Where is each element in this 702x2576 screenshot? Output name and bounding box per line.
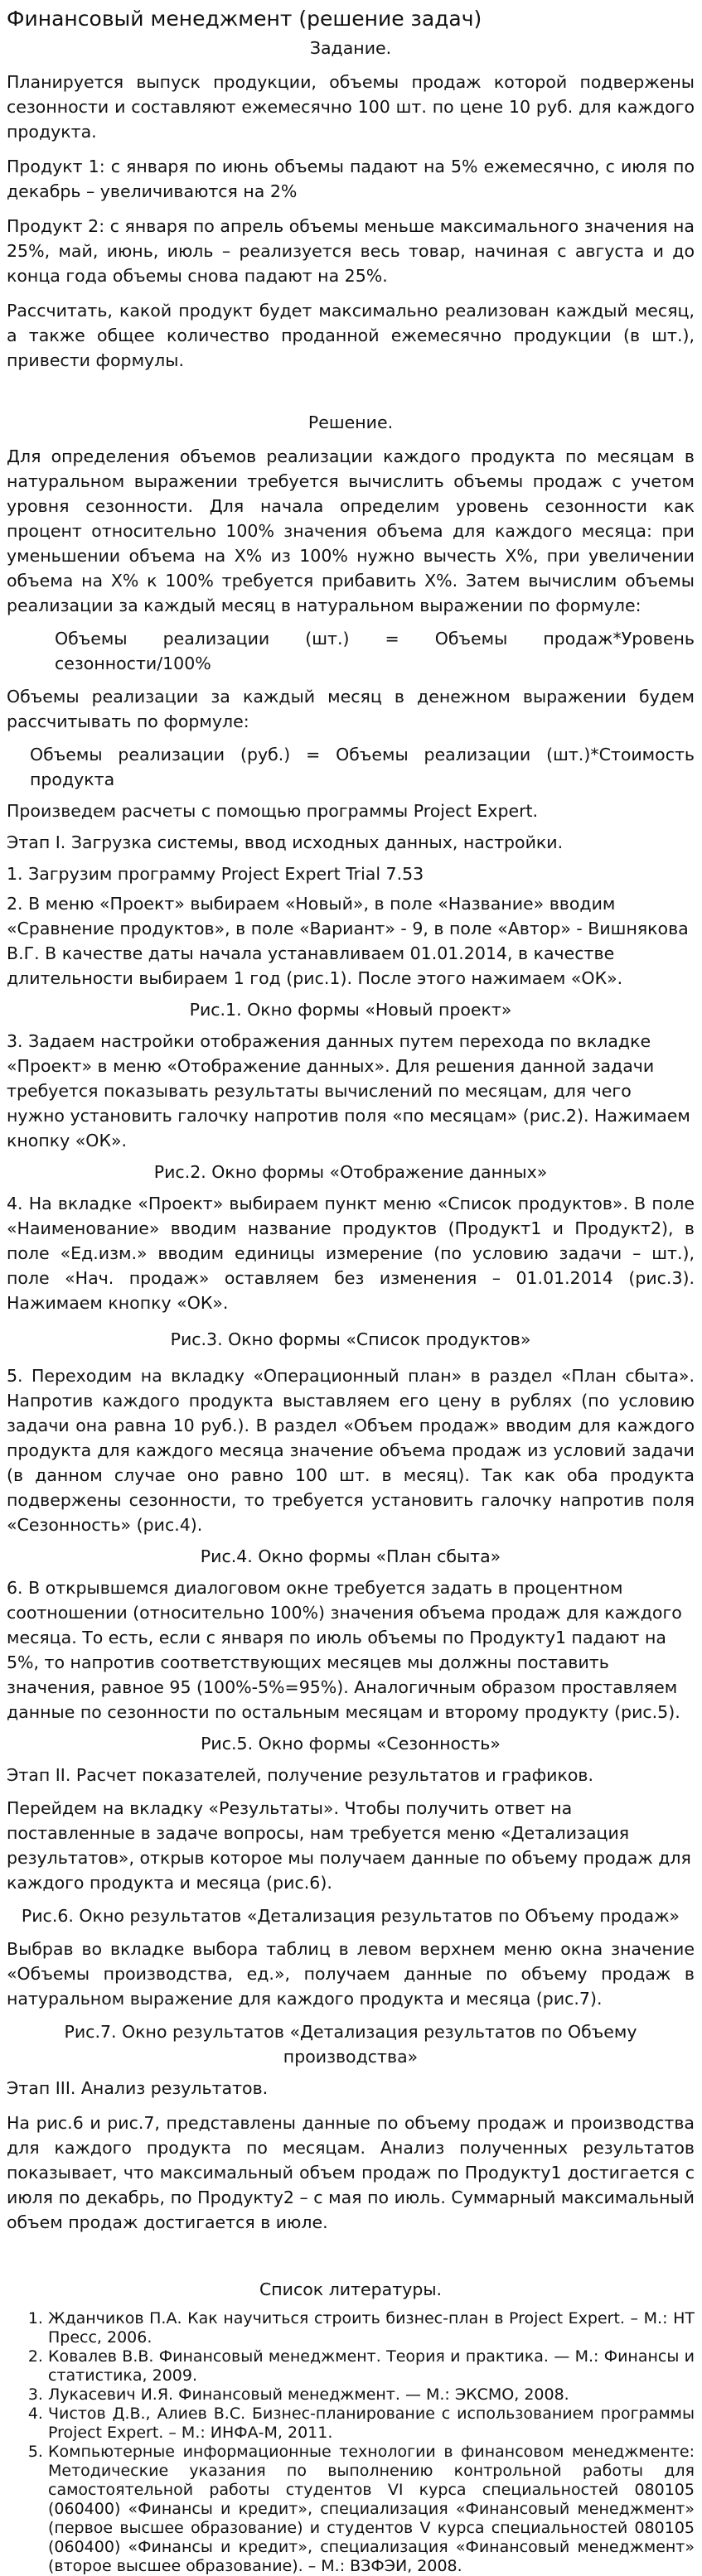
task-paragraph-1: Планируется выпуск продукции, объемы продаж которой подвержены сезонности и составляют ежемесячно 100 шт. по цене 10 руб. для каждого продукта. (7, 72, 695, 142)
reference-item: 5. Компьютерные информационные технологии в финансовом менеджменте: Методические указания по выполнению контрольной работы для самостоятельной работы студентов VI курса специальностей 080105 (060400) «Финансы и кредит», специализация «Финансовый менеджмент» (первое высшее образование) и студентов V курса специальностей 080105 (060400) «Финансы и кредит», специализация «Финансовый менеджмент» (второе высшее образование). – М.: ВЗФЭИ, 2008. (48, 2443, 695, 2576)
figure-caption-2: Рис.2. Окно формы «Отображение данных» (153, 1162, 548, 1182)
page-title: Финансовый менеджмент (решение задач) (7, 7, 482, 31)
stage-3-heading: Этап III. Анализ результатов. (7, 2078, 269, 2098)
stage-1-heading: Этап I. Загрузка системы, ввод исходных данных, настройки. (7, 832, 564, 852)
stage-2-heading: Этап II. Расчет показателей, получение результатов и графиков. (7, 1765, 593, 1785)
step-2: 2. В меню «Проект» выбираем «Новый», в поле «Название» вводим «Сравнение продуктов», в поле «Вариант» - 9, в поле «Автор» - Вишнякова В.Г. В качестве даты начала устанавливаем 01.01.2014, в качестве длительности выбираем 1 год (рис.1). После этого нажимаем «ОК». (7, 894, 689, 988)
solution-paragraph-5: Выбрав во вкладке выбора таблиц в левом верхнем меню окна значение «Объемы производства, ед.», получаем данные по объему продаж в натуральном выражение для каждого продукта и месяца (рис.7). (7, 1939, 695, 2009)
task-paragraph-2: Продукт 1: с января по июнь объемы падают на 5% ежемесячно, с июля по декабрь – увеличиваются на 2% (7, 157, 695, 201)
reference-item: 4. Чистов Д.В., Алиев В.С. Бизнес-планирование с использованием программы Project Expert. – М.: ИНФА-М, 2011. (48, 2405, 695, 2443)
solution-paragraph-1: Для определения объемов реализации каждого продукта по месяцам в натуральном выражении требуется вычислить объемы продаж с учетом уровня сезонности. Для начала определим уровень сезонности как процент относительно 100% значения объема для каждого месяца: при уменьшении объема на Х% из 100% нужно вычесть Х%, при увеличении объема на Х% к 100% требуется прибавить Х%. Затем вычислим объемы реализации за каждый месяц в натуральном выражении по формуле: (7, 446, 695, 615)
figure-caption-3: Рис.3. Окно формы «Список продуктов» (170, 1329, 531, 1349)
task-paragraph-3: Продукт 2: с января по апрель объемы меньше максимального значения на 25%, май, июнь, июль – реализуется весь товар, начиная с августа и до конца года объемы снова падают на 25%. (7, 216, 695, 286)
references-heading: Список литературы. (259, 2279, 443, 2299)
formula-money: Объемы реализации (руб.) = Объемы реализации (шт.)*Стоимость продукта (30, 745, 695, 789)
figure-caption-5: Рис.5. Окно формы «Сезонность» (201, 1734, 501, 1754)
reference-item: 1. Жданчиков П.А. Как научиться строить бизнес-план в Project Expert. – М.: НТ Пресс, 2006. (48, 2309, 695, 2347)
figure-caption-6: Рис.6. Окно результатов «Детализация результатов по Объему продаж» (21, 1906, 680, 1926)
reference-item: 2. Ковалев В.В. Финансовый менеджмент. Теория и практика. — М.: Финансы и статистика, 2009. (48, 2347, 695, 2385)
step-5: 5. Переходим на вкладку «Операционный план» в раздел «План сбыта». Напротив каждого продукта выставляем его цену в рублях (по условию задачи она равна 10 руб.). В раздел «Объем продаж» вводим для каждого продукта для каждого месяца значение объема продаж из условий задачи (в данном случае оно равно 100 шт. в месяц). Так как оба продукта подвержены сезонности, то требуется установить галочку напротив поля «Сезонность» (рис.4). (7, 1366, 695, 1535)
figure-caption-7: Рис.7. Окно результатов «Детализация результатов по Объему производства» (64, 2022, 637, 2067)
references-section (7, 2278, 695, 2576)
formula-quantity: Объемы реализации (шт.) = Объемы продаж*Уровень сезонности/100% (55, 629, 695, 673)
reference-item: 3. Лукасевич И.Я. Финансовый менеджмент. — М.: ЭКСМО, 2008. (48, 2385, 695, 2405)
task-section (7, 36, 695, 373)
step-1: 1. Загрузим программу Project Expert Trial 7.53 (7, 864, 424, 884)
solution-paragraph-2: Объемы реализации за каждый месяц в денежном выражении будем рассчитывать по формуле: (7, 687, 695, 731)
solution-paragraph-6: На рис.6 и рис.7, представлены данные по объему продаж и производства для каждого продукта по месяцам. Анализ полученных результатов показывает, что максимальный объем продаж по Продукту1 достигается с июля по декабрь, по Продукту2 – с мая по июль. Суммарный максимальный объем продаж достигается в июле. (7, 2113, 695, 2232)
figure-caption-1: Рис.1. Окно формы «Новый проект» (189, 1000, 512, 1020)
task-paragraph-4: Рассчитать, какой продукт будет максимально реализован каждый месяц, а также общее количество проданной ежемесячно продукции (в шт.), привести формулы. (7, 301, 695, 370)
figure-caption-4: Рис.4. Окно формы «План сбыта» (200, 1546, 501, 1566)
task-heading: Задание. (309, 38, 392, 58)
references-list (7, 2309, 695, 2576)
solution-heading: Решение. (307, 412, 394, 432)
solution-paragraph-3: Произведем расчеты с помощью программы Project Expert. (7, 801, 539, 821)
step-6: 6. В открывшемся диалоговом окне требуется задать в процентном соотношении (относительно 100%) значения объема продаж для каждого месяца. То есть, если с января по июль объемы по Продукту1 падают на 5%, то напротив соответствующих месяцев мы должны поставить значения, равное 95 (100%-5%=95%). Аналогичным образом проставляем данные по сезонности по остальным месяцам и второму продукту (рис.5). (7, 1578, 682, 1722)
solution-paragraph-4: Перейдем на вкладку «Результаты». Чтобы получить ответ на поставленные в задаче вопросы, нам требуется меню «Детализация результатов», открыв которое мы получаем данные по объему продаж для каждого продукта и месяца (рис.6). (7, 1798, 691, 1893)
step-3: 3. Задаем настройки отображения данных путем перехода по вкладке «Проект» в меню «Отображение данных». Для решения данной задачи требуется показывать результаты вычислений по месяцам, для чего нужно установить галочку напротив поля «по месяцам» (рис.2). Нажимаем кнопку «ОК». (7, 1031, 690, 1151)
solution-section (7, 411, 695, 2235)
step-4: 4. На вкладке «Проект» выбираем пункт меню «Список продуктов». В поле «Наименование» вводим название продуктов (Продукт1 и Продукт2), в поле «Ед.изм.» вводим единицы измерение (по условию задачи – шт.), поле «Нач. продаж» оставляем без изменения – 01.01.2014 (рис.3). Нажимаем кнопку «ОК». (7, 1194, 695, 1313)
